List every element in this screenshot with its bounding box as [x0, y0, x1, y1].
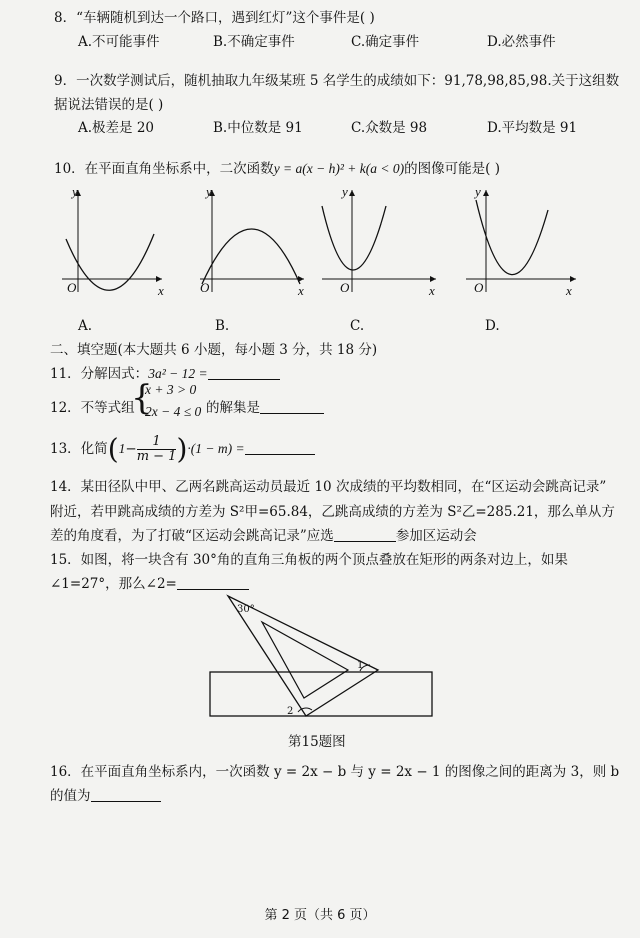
q15-angle-1: 1 — [357, 660, 364, 671]
q13-rparen: ) — [176, 432, 188, 466]
q10-b-y-label: y — [206, 184, 212, 199]
q10-option-c: C. — [350, 318, 365, 334]
q15-answer-blank[interactable] — [177, 575, 249, 590]
q13-numerator: 1 — [137, 435, 177, 450]
q8-stem: 8．“车辆随机到达一个路口，遇到红灯”这个事件是( ) — [54, 10, 375, 26]
q13 — [50, 432, 315, 466]
q15-angle-30: 30° — [237, 604, 255, 615]
q12-brace: { — [131, 378, 153, 418]
y-axis-arrow — [349, 190, 355, 196]
q10-a-origin: O — [67, 280, 77, 295]
q16-line2 — [50, 784, 161, 804]
q10-d-x-label: x — [566, 283, 572, 298]
q13-fraction — [137, 435, 177, 464]
q15-line2 — [50, 572, 249, 592]
q11-answer-blank[interactable] — [208, 365, 280, 380]
q8-option-d: D.必然事件 — [487, 34, 556, 50]
q10-b-x-label: x — [298, 283, 304, 298]
q14-line3-suffix: 参加区运动会 — [395, 528, 477, 544]
q10-c-x-label: x — [429, 283, 435, 298]
q10-c-origin: O — [340, 280, 350, 295]
q12-stem-suffix: 的解集是 — [206, 400, 260, 416]
x-axis-arrow — [156, 276, 162, 282]
q12-stem-prefix: 12．不等式组 — [50, 400, 135, 416]
q8-option-a: A.不可能事件 — [78, 34, 160, 50]
q9-option-c: C.众数是 98 — [351, 120, 428, 136]
q12-ineq2: 2x − 4 ≤ 0 — [145, 404, 202, 419]
q8-option-b: B.不确定事件 — [213, 34, 295, 50]
q10-stem-suffix: 的图像可能是( ) — [404, 161, 500, 177]
q10-b-origin: O — [200, 280, 210, 295]
q16-line1: 16．在平面直角坐标系内，一次函数 y = 2x − b 与 y = 2x − 1 的图像之间的距离为 3，则 b — [50, 764, 620, 780]
q13-answer-blank[interactable] — [245, 440, 315, 455]
q15-angle-2: 2 — [287, 706, 294, 717]
page-footer: 第 2 页（共 6 页） — [264, 908, 376, 923]
q14-answer-blank[interactable] — [334, 527, 396, 542]
q16-answer-blank[interactable] — [91, 787, 161, 802]
q13-minus: − — [125, 441, 137, 457]
q10-option-b: B. — [215, 318, 230, 334]
angle-2-arc — [298, 708, 312, 712]
q12-answer-blank[interactable] — [260, 399, 324, 414]
q10-d-y-label: y — [475, 184, 481, 199]
q15-line1: 15．如图，将一块含有 30°角的直角三角板的两个顶点叠放在矩形的两条对边上，如果 — [50, 552, 568, 568]
q11 — [50, 362, 280, 382]
q15-figure — [200, 592, 440, 724]
q9-option-d: D.平均数是 91 — [487, 120, 578, 136]
q10-option-a: A. — [78, 318, 93, 334]
q11-expr: 3a² − 12 = — [148, 366, 208, 381]
q10-formula: y = a(x − h)² + k(a < 0) — [273, 161, 405, 176]
q16-line2-prefix: 的值为 — [50, 788, 91, 804]
q14-line3-prefix: 差的角度看，为了打破“区运动会跳高记录”应选 — [50, 528, 334, 544]
q13-tail: ·(1 − m) = — [187, 441, 245, 456]
q10-stem — [54, 157, 500, 177]
q11-stem: 11．分解因式： — [50, 366, 149, 382]
y-axis-arrow — [483, 190, 489, 196]
q13-denominator: m − 1 — [136, 449, 177, 464]
section-title: 二、填空题(本大题共 6 小题，每小题 3 分，共 18 分) — [50, 342, 378, 358]
q10-c-y-label: y — [342, 184, 348, 199]
q13-stem: 13．化简 — [50, 441, 108, 457]
q10-graph-b — [196, 184, 312, 296]
q15-caption: 第15题图 — [288, 734, 346, 750]
parabola — [202, 229, 300, 284]
q13-one: 1 — [118, 441, 126, 456]
x-axis-arrow — [570, 276, 576, 282]
q10-a-y-label: y — [72, 184, 78, 199]
q9-option-a: A.极差是 20 — [78, 120, 155, 136]
q10-d-origin: O — [474, 280, 484, 295]
q10-option-d: D. — [485, 318, 500, 334]
q14-line1: 14．某田径队中甲、乙两名跳高运动员最近 10 次成绩的平均数相同，在“区运动会跳高记录” — [50, 479, 607, 495]
q10-stem-prefix: 10．在平面直角坐标系中，二次函数 — [54, 161, 274, 177]
q15-line2-prefix: ∠1=27°，那么∠2= — [50, 576, 177, 592]
q8-option-c: C.确定事件 — [351, 34, 420, 50]
parabola — [322, 206, 386, 270]
q14-line2: 附近，若甲跳高成绩的方差为 S²甲=65.84，乙跳高成绩的方差为 S²乙=285.21，那么单从方 — [50, 504, 615, 520]
q9-stem-line1: 9．一次数学测试后，随机抽取九年级某班 5 名学生的成绩如下：91,78,98,85,98.关于这组数 — [54, 73, 620, 89]
q12-stem-suffix-row — [206, 396, 324, 416]
q14-line3 — [50, 524, 477, 544]
parabola — [476, 200, 548, 275]
x-axis-arrow — [430, 276, 436, 282]
q13-lparen: ( — [107, 432, 119, 466]
q10-a-x-label: x — [158, 283, 164, 298]
q9-option-b: B.中位数是 91 — [213, 120, 303, 136]
q12-ineq1: x + 3 > 0 — [145, 382, 197, 397]
q10-graph-c — [318, 184, 442, 296]
parabola — [66, 234, 154, 290]
rectangle — [210, 672, 432, 716]
q9-stem-line2: 据说法错误的是( ) — [54, 97, 164, 113]
